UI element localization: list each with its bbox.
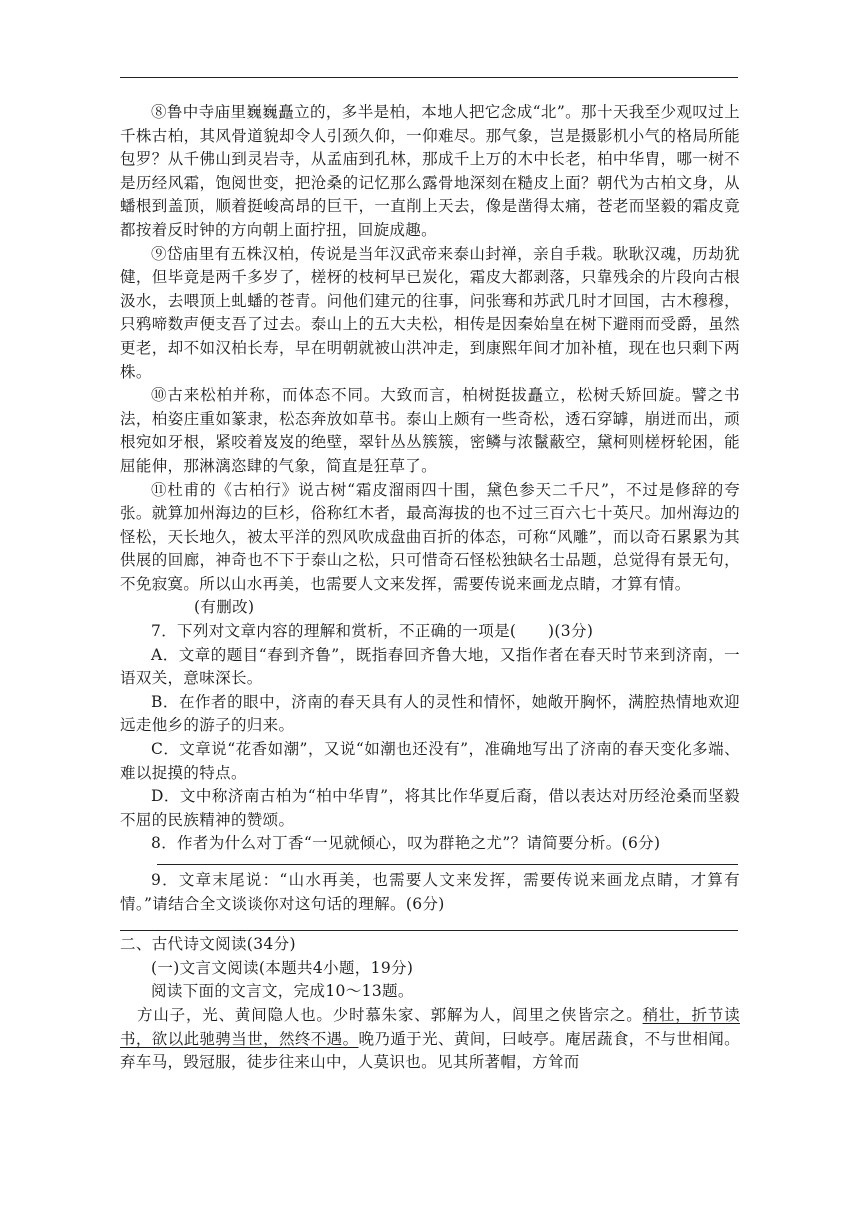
paragraph-8: ⑧鲁中寺庙里巍巍矗立的，多半是柏，本地人把它念成“北”。那十天我至少观叹过上千株古柏，其风骨道貌却令人引颈久仰，一仰难尽。那气象，岂是摄影机小气的格局所能包罗？从千佛山到灵岩寺，从孟庙到孔林，那成千上万的木中长老，柏中华胄，哪一树不是历经风霜，饱阅世变，把沧桑的记忆那么露骨地深刻在糙皮上面？朝代为古柏文身，从蟠根到盖顶，顺着挺峻高昂的巨干，一直削上天去，像是凿得太痛，苍老而坚毅的霜皮竟都按着反时钟的方向朝上面拧扭，回旋成趣。 <box>120 103 740 239</box>
option-b: B．在作者的眼中，济南的春天具有人的灵性和情怀，她敞开胸怀，满腔热情地欢迎远走他乡的游子的归来。 <box>120 692 740 735</box>
reading-instruction: 阅读下面的文言文，完成10～13题。 <box>151 982 414 1001</box>
classical-text-after: 晚乃遁于光、黄间，曰岐亭。庵居蔬食，不与世相闻。弃车马，毁冠服，徒步往来山中，人莫识也。见其所著帽，方耸而 <box>120 1029 740 1072</box>
question-7: 7．下列对文章内容的理解和赏析，不正确的一项是( )(3分) <box>151 622 594 641</box>
classical-text <box>120 1004 740 1075</box>
source-note: (有删改) <box>194 598 255 617</box>
article-body <box>120 101 740 1075</box>
question-9: 9．文章末尾说：“山水再美，也需要人文来发挥，需要传说来画龙点睛，才算有情。”请结合全文谈谈你对这句话的理解。(6分) <box>120 871 740 913</box>
option-a: A．文章的题目“春到齐鲁”，既指春回齐鲁大地，又指作者在春天时节来到济南，一语双关，意味深长。 <box>120 645 740 688</box>
option-d: D．文中称济南古柏为“柏中华胄”，将其比作华夏后裔，借以表达对历经沧桑而坚毅不屈的民族精神的赞颂。 <box>120 787 740 829</box>
classical-text-before: 方山子，光、黄间隐人也。少时慕朱家、郭解为人，闾里之侠皆宗之。 <box>137 1005 643 1024</box>
option-c: C．文章说“花香如潮”，又说“如潮也还没有”，准确地写出了济南的春天变化多端、难以捉摸的特点。 <box>120 740 740 782</box>
section-heading: 二、古代诗文阅读(34分) <box>120 935 296 954</box>
answer-line-q8[interactable] <box>157 864 738 865</box>
answer-line-q9[interactable] <box>120 930 738 931</box>
subsection-heading: (一)文言文阅读(本题共4小题，19分) <box>151 958 414 977</box>
header-rule <box>120 77 738 78</box>
paragraph-11: ⑪杜甫的《古柏行》说古树“霜皮溜雨四十围，黛色参天二千尺”，不过是修辞的夸张。就算加州海边的巨杉，俗称红木者，最高海拔的也不过三百六七十英尺。加州海边的怪松，天长地久，被太平洋的烈风吹成盘曲百折的体态，可称“风雕”，而以奇石累累为其供展的回廊，神奇也不下于泰山之松，只可惜奇石怪松独缺名士品题，总觉得有景无句，不免寂寞。所以山水再美，也需要人文来发挥，需要传说来画龙点睛，才算有情。 <box>120 480 740 593</box>
question-8: 8．作者为什么对丁香“一见就倾心，叹为群艳之尤”？请简要分析。(6分) <box>151 834 661 853</box>
paragraph-10: ⑩古来松柏并称，而体态不同。大致而言，柏树挺拔矗立，松树夭矫回旋。譬之书法，柏姿庄重如篆隶，松态奔放如草书。泰山上颇有一些奇松，透石穿罅，崩迸而出，顽根宛如牙根，紧咬着岌岌的绝壁，翠针丛丛簇簇，密鳞与浓鬣蔽空，黛柯则槎枒轮困，能屈能伸，那淋漓恣肆的气象，简直是狂草了。 <box>120 386 740 475</box>
underlined-sentence: 稍壮，折节读书，欲以此驰骋当世，然终不遇。 <box>120 1005 740 1048</box>
paragraph-9: ⑨岱庙里有五株汉柏，传说是当年汉武帝来泰山封禅，亲自手栽。耿耿汉魂，历劫犹健，但毕竟是两千多岁了，槎枒的枝柯早已炭化，霜皮大都剥落，只靠残余的片段向古根汲水，去喂顶上虬蟠的苍青。问他们建元的往事，问张骞和苏武几时才回国，古木穆穆，只鸦啼数声便支吾了过去。泰山上的五大夫松，相传是因秦始皇在树下避雨而受爵，虽然更老，却不如汉柏长寿，早在明朝就被山洪冲走，到康熙年间才加补植，现在也只剩下两株。 <box>120 244 740 381</box>
